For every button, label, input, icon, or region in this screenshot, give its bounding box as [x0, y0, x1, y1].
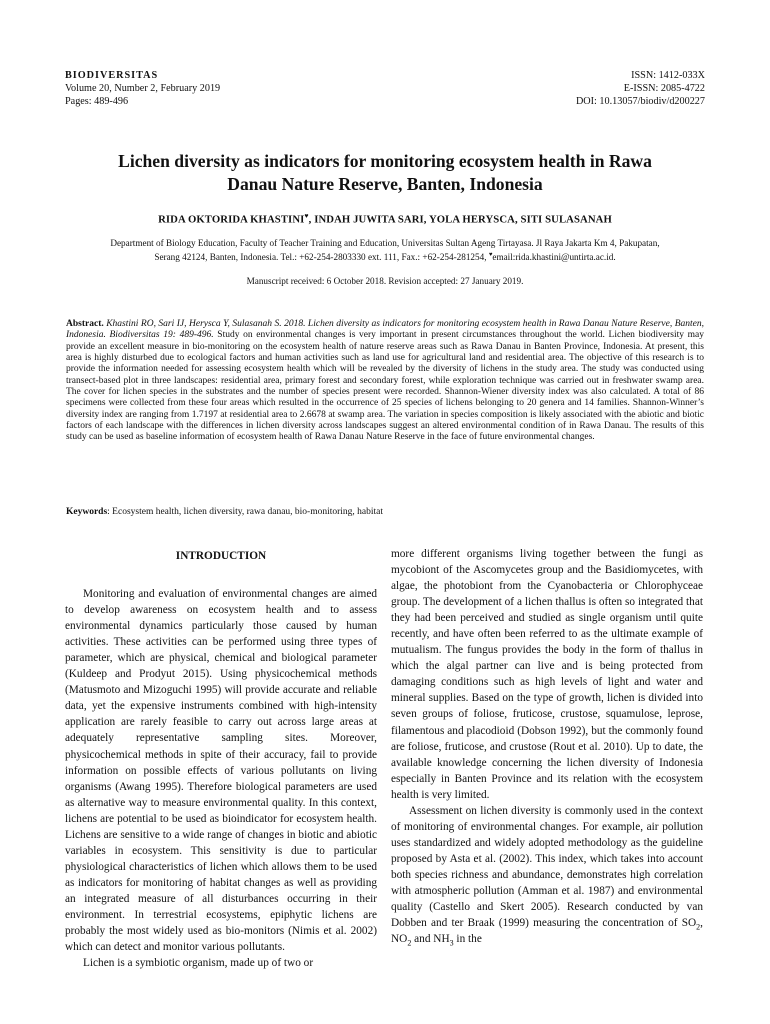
corresponding-author-mark: ♥: [304, 212, 309, 220]
email-mark: ♥: [488, 252, 493, 258]
body-column-left: [65, 548, 377, 971]
title-line-2: Danau Nature Reserve, Banten, Indonesia: [227, 174, 543, 194]
keywords-text: : Ecosystem health, lichen diversity, rawa danau, bio-monitoring, habitat: [107, 507, 384, 517]
abstract-body: Study on environmental changes is very important in present circumstances throughout the world. Lichen biodiversity may provide an excellent measure in bio-monitoring on the ecosystem health of nature reserve areas such as Rawa Danau in Banten Province, Indonesia. At present, this area is highly disturbed due to ecological factors and human activities such as land use for agricultural land and residential area. The objective of this research is to provide the information needed for assessing ecosystem health which will be revealed by the diversity of lichens in the study area. The study was conducted using transect-based plot in three landscapes: residential area, primary forest and secondary forest, while exploration technique was carried out in freshwater swamp area. The cover for lichen species in the substrates and the number of species present were recorded. Shannon-Wiener diversity index was also calculated. A total of 86 specimens were collected from these four areas which resulted in the occurrence of 25 species of lichens belonging to 20 genera and 14 families. Shannon-Winner’s diversity index are ranging from 1.7197 at residential area to 2.6678 at swamp area. The variation in species composition is likely associated with the abiotic and biotic factors of each landscape with the differences in lichen diversity across landscapes suggest an altered environmental condition of in Rawa Danau. The results of this study can be used as baseline information of ecosystem health of Rawa Danau Nature Reserve in the face of future environmental changes.: [66, 330, 704, 443]
paragraph-3-tail: in the: [453, 933, 482, 946]
nh3-text: and NH: [411, 933, 450, 946]
manuscript-dates: Manuscript received: 6 October 2018. Revision accepted: 27 January 2019.: [246, 276, 524, 286]
affiliation: [66, 237, 704, 263]
abstract: [66, 319, 704, 444]
affiliation-line-2: [66, 249, 704, 263]
author-list: [40, 212, 730, 226]
journal-pages: Pages: 489-496: [65, 96, 129, 107]
paragraph-3-text: Assessment on lichen diversity is commonly used in the context of monitoring of environmental changes. For example, air pollution uses standardized and widely adopted methodology as the guideline proposed by Asta et al. (2002). This index, which takes into account both species richness and abundance, demonstrates high correlation with atmospheric pollution (Amman et al. 1987) and environmental quality (Castello and Skert 2005). Research conducted by van Dobben and ter Braak (1999) measuring the concentration of SO: [391, 804, 703, 930]
no2-text: , NO: [391, 917, 703, 946]
issn: ISSN: 1412-033X: [631, 70, 705, 81]
section-heading-introduction: INTRODUCTION: [175, 550, 267, 562]
contact-numbers: Serang 42124, Banten, Indonesia. Tel.: +62-254-2803330 ext. 111, Fax.: +62-254-281254,: [154, 252, 489, 263]
affiliation-line-1: Department of Biology Education, Faculty of Teacher Training and Education, Universitas Sultan Ageng Tirtayasa. Jl Raya Jakarta Km 4, Pakupatan,: [110, 238, 660, 248]
other-authors: , INDAH JUWITA SARI, YOLA HERYSCA, SITI SULASANAH: [308, 213, 612, 226]
journal-volume: Volume 20, Number 2, February 2019: [65, 83, 221, 94]
keywords-label: Keywords: [66, 507, 108, 517]
body-column-right: [391, 546, 703, 947]
no2-subscript: 2: [407, 938, 412, 948]
journal-name: BIODIVERSITAS: [65, 70, 159, 81]
abstract-citation: Khastini RO, Sari IJ, Herysca Y, Sulasanah S. 2018. Lichen diversity as indicators for monitoring ecosystem health in Rawa Danau Nature Reserve, Banten, Indonesia. Biodiversitas 19: 489-496.: [66, 319, 704, 341]
eissn: E-ISSN: 2085-4722: [623, 83, 705, 94]
intro-paragraph-3: [391, 803, 703, 947]
abstract-label: Abstract.: [66, 319, 104, 329]
journal-header-right: [576, 69, 705, 108]
paper-title: [50, 150, 720, 196]
intro-paragraph-2-continued: more different organisms living together between the fungi as mycobiont of the Ascomycetes group and the Basidiomycetes, with algae, the photobiont from the Cyanobacteria or Chlorophyceae group. The development of a lichen thallus is often so integrated that they had been perceived and studied as single organism until quite recently, and have often been referred to as the ultimate example of mutualism. The fungus provides the body in the form of thallus in which the algal partner can live and is being protected from damaging conditions such as high levels of light and water and mineral supplies. Based on the type of growth, lichen is divided into seven groups of foliose, fruticose, crustose, squamulose, leprose, filamentous and placodioid (Dobson 1992), but the commonly found are foliose, fruticose, and crustose (Rout et al. 2010). Up to date, the available knowledge concerning the lichen diversity of Indonesia especially in Banten Province and its relation with the ecosystem health is very limited.: [391, 548, 703, 801]
journal-header-left: [65, 69, 220, 108]
title-line-1: Lichen diversity as indicators for monitoring ecosystem health in Rawa: [118, 151, 652, 171]
nh3-subscript: 3: [449, 938, 454, 948]
first-author: RIDA OKTORIDA KHASTINI: [158, 213, 305, 226]
intro-paragraph-1: Monitoring and evaluation of environmental changes are aimed to develop awareness on ecosystem health and to assess environmental dynamics particularly those caused by human activities. These activities can be performed using three types of parameter, which are physical, chemical and biological parameter (Kuldeep and Prodyut 2015). Using physicochemical methods (Matusmoto and Mizoguchi 1995) will provide accurate and reliable data, yet the expensive instruments combined with high-intensity application are rarely feasible to carry out across large areas at adequately representative sampling sites. Moreover, physicochemical methods in spite of their accuracy, fail to provide information on possible effects of various pollutants on living organisms (Awang 1995). Therefore biological parameters are used as alternative way to measure environmental quality. In this context, lichens are potential to be used as bioindicator for ecosystem health. Lichens are sensitive to a wide range of changes in biotic and abiotic variables in ecosystem. This sensitivity is due to particular physiological characteristics of lichen which allows them to be used as indicators for monitoring of habitat changes as well as providing an integrated measure of all disturbances occurring in their environment. In terrestrial ecosystems, epiphytic lichens are probably the most widely used as bio-monitors (Nimis et al. 2002) which can detect and monitor various pollutants.: [65, 588, 377, 954]
author-email[interactable]: email:rida.khastini@untirta.ac.id.: [492, 252, 616, 263]
doi: DOI: 10.13057/biodiv/d200227: [575, 96, 705, 107]
so2-subscript: 2: [696, 922, 701, 932]
keywords: [66, 507, 704, 517]
intro-paragraph-2: Lichen is a symbiotic organism, made up of two or: [83, 957, 314, 970]
